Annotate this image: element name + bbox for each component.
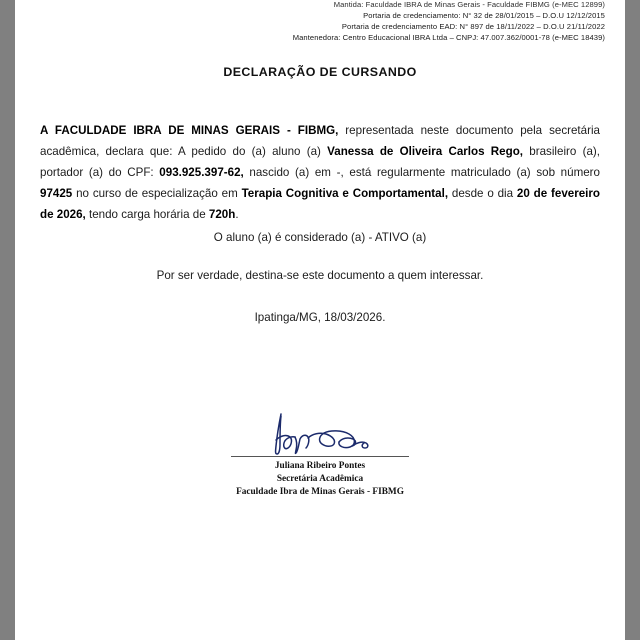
place-and-date: Ipatinga/MG, 18/03/2026. [254, 311, 386, 324]
signatory-role: Secretária Acadêmica [276, 474, 364, 485]
document-header [15, 0, 617, 43]
student-name: Vanessa de Oliveira Carlos Rego, [327, 144, 524, 158]
body-text-4: no curso de especialização em [72, 187, 242, 201]
student-status-line: O aluno (a) é considerado (a) - ATIVO (a) [213, 231, 427, 244]
body-text-6: tendo carga horária de [85, 208, 209, 222]
body-text-5: desde o dia [448, 187, 517, 201]
declaration-paragraph [40, 120, 600, 226]
body-text-7: . [235, 208, 239, 222]
start-date: 20 de fevereiro de 2026, [40, 187, 600, 222]
document-title: DECLARAÇÃO DE CURSANDO [223, 65, 417, 79]
header-line-mantenedora: Mantenedora: Centro Educacional IBRA Ltda – CNPJ: 47.007.362/0001-78 (e-MEC 18439) [292, 33, 605, 43]
document-page [15, 0, 625, 640]
header-line-portaria-ead: Portaria de credenciamento EAD: N° 897 de 18/11/2022 – D.O.U 21/11/2022 [341, 22, 605, 32]
signature-rule [231, 456, 409, 457]
header-line-mantida: Mantida: Faculdade IBRA de Minas Gerais - Faculdade FIBMG (e-MEC 12899) [333, 0, 605, 9]
handwritten-signature-icon [15, 410, 625, 456]
course-workload: 720h [208, 208, 236, 222]
header-line-portaria-credenciamento: Portaria de credenciamento: N° 32 de 28/01/2015 – D.O.U 12/12/2015 [363, 11, 605, 21]
student-cpf: 093.925.397-62, [159, 166, 244, 179]
closing-statement: Por ser verdade, destina-se este documento a quem interessar. [156, 269, 484, 282]
signatory-name: Juliana Ribeiro Pontes [274, 461, 366, 471]
course-name: Terapia Cognitiva e Comportamental, [241, 187, 449, 201]
body-text-3: nascido (a) em -, está regularmente matriculado (a) sob número [243, 166, 600, 179]
body-text-1: representada neste documento pela secretária acadêmica, declara que: A pedido do (a) aluno (a) [40, 123, 600, 158]
signatory-details [15, 460, 625, 500]
signatory-institution: Faculdade Ibra de Minas Gerais - FIBMG [236, 487, 404, 498]
body-text-2: brasileiro (a), portador (a) do CPF: [40, 144, 600, 179]
institution-name: A FACULDADE IBRA DE MINAS GERAIS - FIBMG, [40, 123, 339, 137]
signature-block [15, 410, 625, 500]
enrollment-number: 97425 [40, 187, 73, 201]
